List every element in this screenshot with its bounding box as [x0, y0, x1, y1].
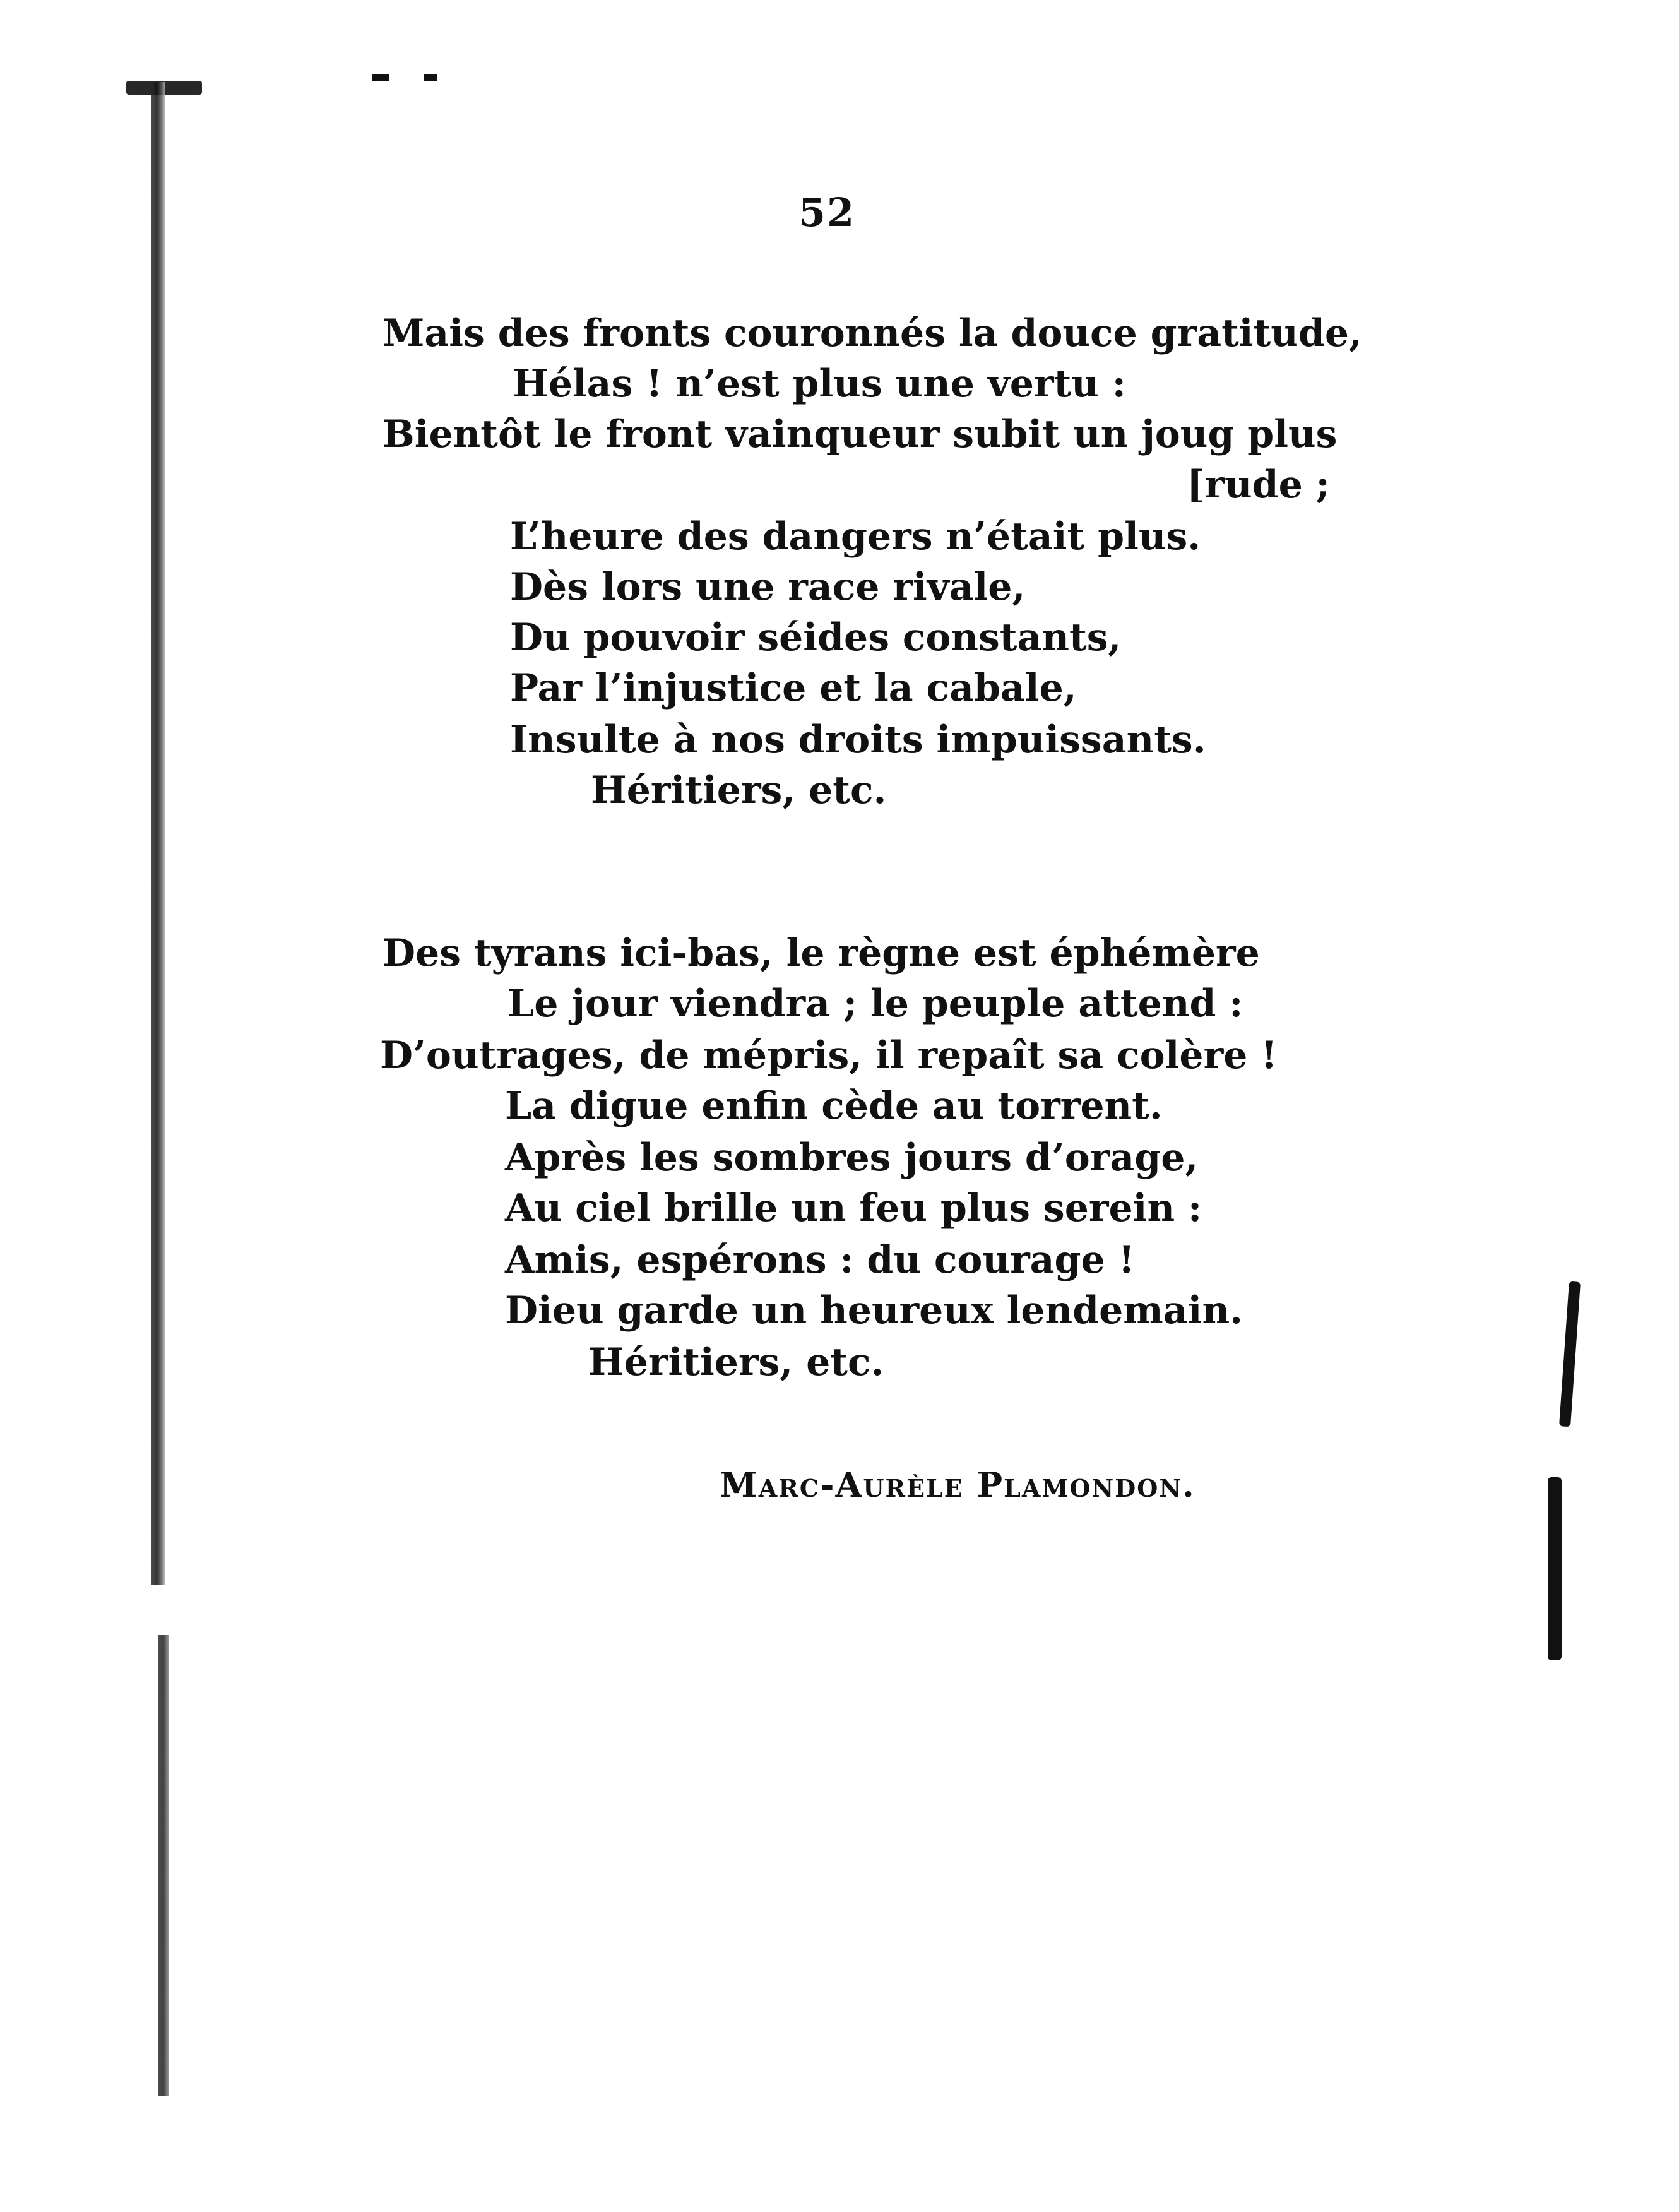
stanza-1-line-3-continuation: [rude ;	[1187, 463, 1330, 507]
stanza-1-line-8: Insulte à nos droits impuissants.	[510, 718, 1206, 762]
stanza-2-line-5: Après les sombres jours d’orage,	[505, 1136, 1199, 1180]
stanza-2-line-8: Dieu garde un heureux lendemain.	[505, 1288, 1243, 1333]
stanza-1-line-7: Par l’injustice et la cabale,	[510, 666, 1077, 710]
binding-edge-lower	[158, 1635, 169, 2096]
stanza-1-refrain: Héritiers, etc.	[591, 768, 887, 812]
stanza-2-line-3: D’outrages, de mépris, il repaît sa colère !	[380, 1033, 1278, 1078]
stanza-1-line-1: Mais des fronts couronnés la douce gratitude,	[383, 311, 1362, 355]
scan-speck	[372, 74, 389, 81]
page-number: 52	[798, 189, 856, 235]
stanza-2-line-6: Au ciel brille un feu plus serein :	[505, 1186, 1202, 1230]
stanza-2-line-4: La digue enfin cède au torrent.	[505, 1084, 1163, 1128]
scan-speck	[424, 74, 437, 81]
stanza-2-refrain: Héritiers, etc.	[588, 1340, 884, 1384]
stanza-2-line-2: Le jour viendra ; le peuple attend :	[507, 982, 1243, 1026]
stanza-1-line-2: Hélas ! n’est plus une vertu :	[513, 362, 1126, 406]
stanza-1-line-4: L’heure des dangers n’était plus.	[510, 514, 1201, 559]
stanza-1-line-3: Bientôt le front vainqueur subit un joug plus	[383, 412, 1338, 456]
author-signature: Marc-Aurèle Plamondon.	[720, 1465, 1195, 1505]
stanza-1-line-5: Dès lors une race rivale,	[510, 565, 1026, 609]
stanza-1-line-6: Du pouvoir séides constants,	[510, 615, 1122, 660]
stanza-2-line-1: Des tyrans ici-bas, le règne est éphémère	[383, 931, 1260, 975]
scan-mark-right	[1548, 1477, 1562, 1660]
binding-edge	[151, 82, 165, 1585]
stanza-2-line-7: Amis, espérons : du courage !	[505, 1238, 1135, 1282]
scan-mark-right	[1559, 1281, 1581, 1427]
